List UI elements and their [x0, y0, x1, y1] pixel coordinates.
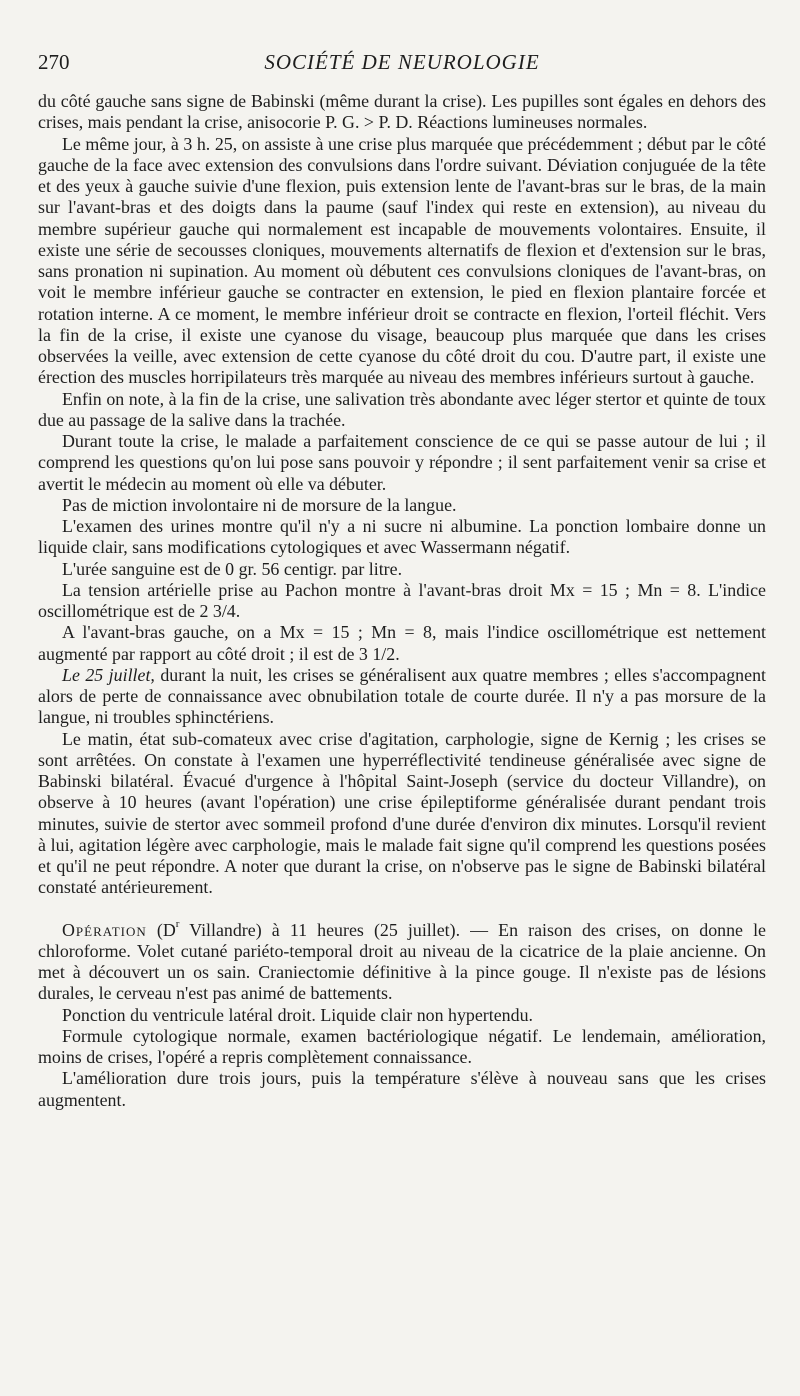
- paragraph-text: Villandre) à 11 heures (25 juillet). — En raison des crises, on donne le chloroforme. Volet cutané pariéto-temporal droit au niveau de la cicatrice de la plaie ancienne. On met à découvert un os sain. Craniectomie définitive à la pince gouge. Il n'existe pas de lésions durales, le cerveau n'est pas animé de battements.: [38, 919, 766, 1004]
- paragraph-text: durant la nuit, les crises se généralisent aux quatre membres ; elles s'accompagnent alors de perte de connaissance avec obnubilation totale de courte durée. Il n'y a pas morsure de la langue, ni troubles sphinctériens.: [38, 664, 766, 728]
- paragraph: [38, 665, 766, 729]
- paragraph: Formule cytologique normale, examen bactériologique négatif. Le lendemain, amélioration, moins de crises, l'opéré a repris complètement connaissance.: [38, 1025, 766, 1067]
- paragraph: Durant toute la crise, le malade a parfaitement conscience de ce qui se passe autour de lui ; il comprend les questions qu'on lui pose sans pouvoir y répondre ; il sent parfaitement venir sa crise et avertit le médecin au moment où elle va débuter.: [38, 431, 766, 494]
- running-head: SOCIÉTÉ DE NEUROLOGIE: [264, 50, 540, 74]
- paragraph: Le matin, état sub-comateux avec crise d'agitation, carphologie, signe de Kernig ; les crises se sont arrêtées. On constate à l'examen une hyperréflectivité tendineuse généralisée avec signe de Babinski bilatéral. Évacué d'urgence à l'hôpital Saint-Joseph (service du docteur Villandre), on observe à 10 heures (avant l'opération) une crise épileptiforme généralisée durant pendant trois minutes, suivie de stertor avec sommeil profond d'une durée d'environ dix minutes. Lorsqu'il revient à lui, agitation légère avec carphologie, mais le malade fait signe qu'il comprend les questions posées et qu'il ne peut répondre. A noter que durant la crise, on n'observe pas le signe de Babinski bilatéral constaté antérieurement.: [38, 728, 766, 898]
- paragraph: Pas de miction involontaire ni de morsure de la langue.: [62, 494, 457, 515]
- paragraph: L'examen des urines montre qu'il n'y a ni sucre ni albumine. La ponction lombaire donne un liquide clair, sans modifications cytologiques et avec Wassermann négatif.: [38, 516, 766, 558]
- paragraph: Le même jour, à 3 h. 25, on assiste à une crise plus marquée que précédemment ; début par le côté gauche de la face avec extension des convulsions dans l'ordre suivant. Déviation conjuguée de la tête et des yeux à gauche suivie d'une flexion, puis extension lente de l'avant-bras sur le bras, de la main sur l'avant-bras et des doigts dans la paume (sauf l'index qui reste en extension), au niveau du membre supérieur gauche qui normalement est incapable de mouvements volontaires. Ensuite, il existe une série de secousses cloniques, mouvements alternatifs de flexion et d'extension sur le bras, sans pronation ni supination. Au moment où débutent ces convulsions cloniques de l'avant-bras, on voit le membre inférieur gauche se contracter en extension, le pied en flexion plantaire forcée et rotation interne. A ce moment, le membre inférieur droit se contracte en flexion, l'orteil fléchit. Vers la fin de la crise, il existe une cyanose du visage, beaucoup plus marquée que dans les crises observées la veille, avec extension de cette cyanose du côté droit du cou. D'autre part, il existe une érection des muscles horripilateurs très marquée au niveau des membres inférieurs surtout à gauche.: [38, 133, 766, 388]
- doctor-prefix: (D: [146, 919, 176, 940]
- paragraph: Enfin on note, à la fin de la crise, une salivation très abondante avec léger stertor et quinte de toux due au passage de la salive dans la trachée.: [38, 388, 766, 430]
- paragraph: L'urée sanguine est de 0 gr. 56 centigr. par litre.: [62, 558, 403, 579]
- superscript: r: [175, 917, 180, 930]
- body-text: [38, 91, 766, 1111]
- paragraph: La tension artérielle prise au Pachon montre à l'avant-bras droit Mx = 15 ; Mn = 8. L'indice oscillométrique est de 2 3/4.: [38, 579, 766, 621]
- paragraph: A l'avant-bras gauche, on a Mx = 15 ; Mn = 8, mais l'indice oscillométrique est nettement augmenté par rapport au côté droit ; il est de 3 1/2.: [38, 622, 766, 664]
- section-lead: Opération: [62, 919, 147, 940]
- paragraph: L'amélioration dure trois jours, puis la température s'élève à nouveau sans que les crises augmentent.: [38, 1068, 766, 1110]
- date-lead: Le 25 juillet,: [62, 664, 155, 685]
- paragraph: du côté gauche sans signe de Babinski (même durant la crise). Les pupilles sont égales en dehors des crises, mais pendant la crise, anisocorie P. G. > P. D. Réactions lumineuses normales.: [38, 91, 766, 133]
- page-header: [38, 50, 766, 80]
- page-number: 270: [38, 50, 70, 74]
- paragraph: [38, 917, 766, 1005]
- paragraph: Ponction du ventricule latéral droit. Liquide clair non hypertendu.: [62, 1004, 533, 1025]
